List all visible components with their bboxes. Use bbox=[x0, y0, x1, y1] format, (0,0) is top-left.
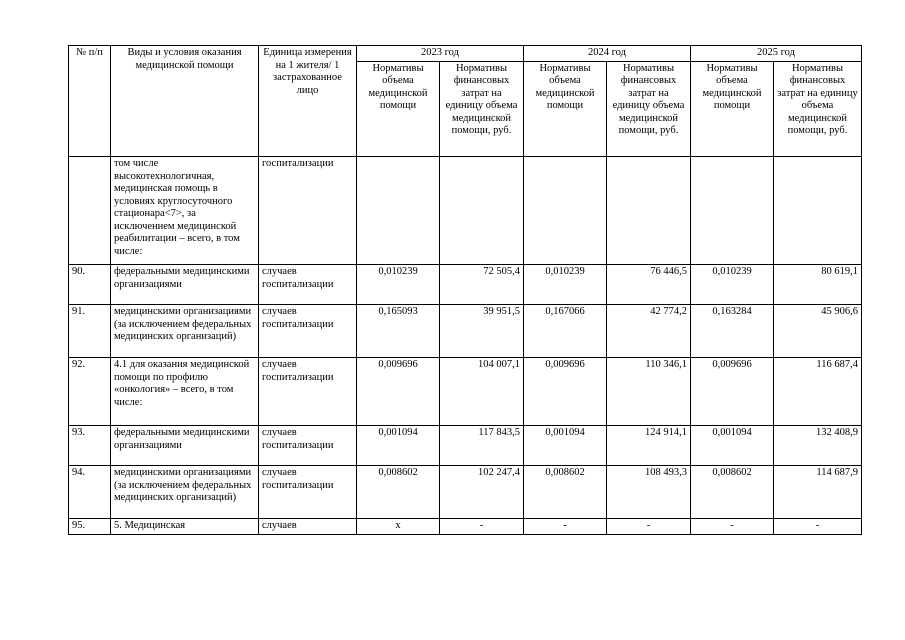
table-row bbox=[69, 426, 862, 466]
row-cost-2023: - bbox=[440, 519, 524, 535]
header-volume-2023: Нормативы объема медицинской помощи bbox=[357, 61, 440, 157]
header-unit: Единица измерения на 1 жителя/ 1 застрахованное лицо bbox=[259, 46, 357, 157]
table-row bbox=[69, 265, 862, 305]
row-cost-2025: 116 687,4 bbox=[774, 358, 862, 426]
row-kind: федеральными медицинскими организациями bbox=[111, 426, 259, 466]
row-cost-2025: - bbox=[774, 519, 862, 535]
table-row bbox=[69, 519, 862, 535]
row-kind: федеральными медицинскими организациями bbox=[111, 265, 259, 305]
row-volume-2025: 0,001094 bbox=[691, 426, 774, 466]
row-volume-2024: 0,167066 bbox=[524, 305, 607, 358]
row-volume-2024: 0,010239 bbox=[524, 265, 607, 305]
table-row bbox=[69, 358, 862, 426]
row-volume-2025: 0,009696 bbox=[691, 358, 774, 426]
row-num: 93. bbox=[69, 426, 111, 466]
row-cost-2023 bbox=[440, 157, 524, 265]
header-cost-2023: Нормативы финансовых затрат на единицу объема медицинской помощи, руб. bbox=[440, 61, 524, 157]
row-volume-2024: - bbox=[524, 519, 607, 535]
table-row bbox=[69, 466, 862, 519]
row-volume-2023: х bbox=[357, 519, 440, 535]
table-row bbox=[69, 157, 862, 265]
row-volume-2023: 0,009696 bbox=[357, 358, 440, 426]
header-num: № п/п bbox=[69, 46, 111, 157]
header-volume-2024: Нормативы объема медицинской помощи bbox=[524, 61, 607, 157]
row-cost-2024: 110 346,1 bbox=[607, 358, 691, 426]
row-kind: 4.1 для оказания медицинской помощи по профилю «онкология» – всего, в том числе: bbox=[111, 358, 259, 426]
row-cost-2023: 72 505,4 bbox=[440, 265, 524, 305]
row-cost-2025: 132 408,9 bbox=[774, 426, 862, 466]
row-cost-2023: 39 951,5 bbox=[440, 305, 524, 358]
row-num bbox=[69, 157, 111, 265]
row-unit: госпитализации bbox=[259, 157, 357, 265]
row-unit: случаев госпитализации bbox=[259, 426, 357, 466]
row-cost-2024: 124 914,1 bbox=[607, 426, 691, 466]
header-kind: Виды и условия оказания медицинской помощи bbox=[111, 46, 259, 157]
row-volume-2025: - bbox=[691, 519, 774, 535]
row-cost-2024 bbox=[607, 157, 691, 265]
row-cost-2025: 45 906,6 bbox=[774, 305, 862, 358]
row-kind: 5. Медицинская bbox=[111, 519, 259, 535]
row-kind: медицинскими организациями (за исключением федеральных медицинских организаций) bbox=[111, 305, 259, 358]
row-volume-2023 bbox=[357, 157, 440, 265]
header-year-2023: 2023 год bbox=[357, 46, 524, 62]
header-cost-2024: Нормативы финансовых затрат на единицу объема медицинской помощи, руб. bbox=[607, 61, 691, 157]
row-volume-2025: 0,010239 bbox=[691, 265, 774, 305]
row-cost-2024: - bbox=[607, 519, 691, 535]
row-volume-2023: 0,010239 bbox=[357, 265, 440, 305]
row-volume-2024: 0,001094 bbox=[524, 426, 607, 466]
row-num: 90. bbox=[69, 265, 111, 305]
row-unit: случаев госпитализации bbox=[259, 305, 357, 358]
header-cost-2025: Нормативы финансовых затрат на единицу объема медицинской помощи, руб. bbox=[774, 61, 862, 157]
row-cost-2024: 108 493,3 bbox=[607, 466, 691, 519]
row-num: 95. bbox=[69, 519, 111, 535]
standards-table bbox=[68, 45, 862, 535]
row-volume-2025: 0,008602 bbox=[691, 466, 774, 519]
row-volume-2023: 0,165093 bbox=[357, 305, 440, 358]
row-volume-2024: 0,008602 bbox=[524, 466, 607, 519]
row-volume-2025: 0,163284 bbox=[691, 305, 774, 358]
row-volume-2024: 0,009696 bbox=[524, 358, 607, 426]
header-row-years bbox=[69, 46, 862, 62]
row-cost-2025: 80 619,1 bbox=[774, 265, 862, 305]
row-unit: случаев госпитализации bbox=[259, 466, 357, 519]
row-volume-2025 bbox=[691, 157, 774, 265]
row-unit: случаев госпитализации bbox=[259, 358, 357, 426]
row-cost-2023: 117 843,5 bbox=[440, 426, 524, 466]
row-cost-2025 bbox=[774, 157, 862, 265]
row-volume-2023: 0,001094 bbox=[357, 426, 440, 466]
header-year-2025: 2025 год bbox=[691, 46, 862, 62]
row-cost-2023: 104 007,1 bbox=[440, 358, 524, 426]
row-unit: случаев bbox=[259, 519, 357, 535]
row-kind: том числе высокотехнологичная, медицинская помощь в условиях круглосуточного стационара<7>, за исключением медицинской реабилитации – всего, в том числе: bbox=[111, 157, 259, 265]
row-num: 94. bbox=[69, 466, 111, 519]
row-kind: медицинскими организациями (за исключением федеральных медицинских организаций) bbox=[111, 466, 259, 519]
row-cost-2025: 114 687,9 bbox=[774, 466, 862, 519]
table-row bbox=[69, 305, 862, 358]
row-num: 91. bbox=[69, 305, 111, 358]
row-volume-2023: 0,008602 bbox=[357, 466, 440, 519]
row-volume-2024 bbox=[524, 157, 607, 265]
row-cost-2024: 76 446,5 bbox=[607, 265, 691, 305]
header-volume-2025: Нормативы объема медицинской помощи bbox=[691, 61, 774, 157]
row-cost-2024: 42 774,2 bbox=[607, 305, 691, 358]
row-num: 92. bbox=[69, 358, 111, 426]
row-unit: случаев госпитализации bbox=[259, 265, 357, 305]
header-year-2024: 2024 год bbox=[524, 46, 691, 62]
row-cost-2023: 102 247,4 bbox=[440, 466, 524, 519]
